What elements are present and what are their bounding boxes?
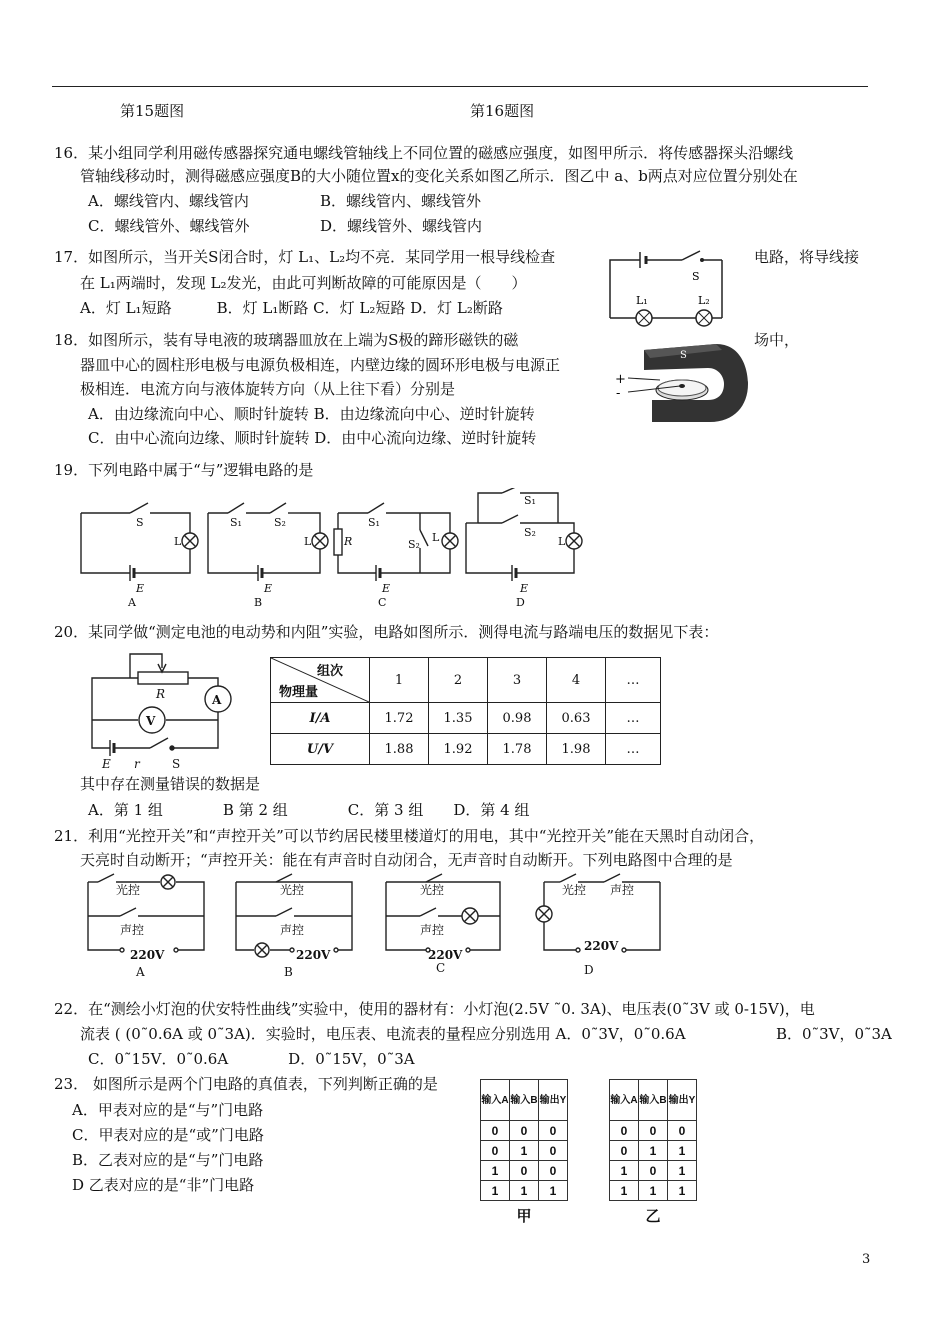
table-cell: 0 [639, 1161, 668, 1181]
table-row [481, 1141, 568, 1161]
truth-table-yi [609, 1079, 697, 1226]
C-s1-label: S₁ [368, 516, 380, 529]
D-lamp-label: L [558, 535, 566, 548]
table-cell: 1.88 [370, 734, 429, 765]
table-row [610, 1141, 697, 1161]
q16-optC: C．螺线管外、螺线管外 [88, 217, 250, 235]
B-sound-label: 声控 [280, 923, 305, 937]
q18-magnet-figure [612, 330, 752, 430]
group-header: 4 [547, 658, 606, 703]
table-cell: 1 [639, 1181, 668, 1201]
caption-fig15: 第15题图 [120, 102, 185, 120]
D-light-label: 光控 [562, 883, 587, 897]
q16-optB: B．螺线管内、螺线管外 [320, 192, 482, 210]
B-lamp-label: L [304, 535, 312, 548]
col-header: 输出Y [539, 1080, 568, 1121]
table-cell: … [606, 703, 661, 734]
table-cell: 0 [510, 1121, 539, 1141]
lamp-l2-icon [696, 310, 712, 326]
q17-line2: 在 L₁两端时，发现 L₂发光，由此可判断故障的可能原因是（ ） [80, 274, 527, 292]
table-cell: 0 [539, 1121, 568, 1141]
table-cell: 0 [610, 1141, 639, 1161]
table-cell: 0 [481, 1121, 510, 1141]
internal-r-label: r [134, 757, 140, 771]
col-header: 输入A [610, 1080, 639, 1121]
table-row [271, 703, 661, 734]
switch-label: S [692, 270, 700, 283]
minus-terminal: - [616, 386, 621, 401]
switch-label: S [172, 757, 181, 771]
table-jia-label: 甲 [516, 1207, 532, 1225]
table-cell: 1.72 [370, 703, 429, 734]
caption-fig16: 第16题图 [470, 102, 535, 120]
q19-circuits-figure [78, 488, 608, 610]
l2-label: L₂ [698, 294, 710, 307]
table-row [481, 1121, 568, 1141]
table-row [610, 1181, 697, 1201]
q21-circuits-figure [80, 868, 670, 978]
C-s2-label: S₂ [408, 538, 420, 551]
group-header: … [606, 658, 661, 703]
A-lamp-label: L [174, 535, 182, 548]
q16-line1: 16．某小组同学利用磁传感器探究通电螺线管轴线上不同位置的磁感应强度，如图甲所示．将传感器探头沿螺线 [54, 144, 794, 162]
q16-optD: D．螺线管外、螺线管内 [320, 217, 483, 235]
table-cell: 1 [668, 1141, 697, 1161]
table-cell: 1.35 [429, 703, 488, 734]
voltmeter-label: V [146, 714, 156, 728]
option-D-label: D [516, 596, 525, 609]
q20-circuit-figure [86, 648, 246, 773]
diag-bottom-label: 物理量 [279, 685, 319, 700]
q17-options: A．灯 L₁短路 B．灯 L₁断路 C．灯 L₂短路 D．灯 L₂断路 [80, 299, 503, 317]
table-cell: 1 [481, 1161, 510, 1181]
table-cell: 1 [668, 1161, 697, 1181]
q18-line1a: 18．如图所示，装有导电液的玻璃器皿放在上端为S极的蹄形磁铁的磁 [54, 331, 519, 349]
q16-optA: A．螺线管内、螺线管内 [88, 192, 249, 210]
switch-s [682, 251, 700, 260]
q18-line1b: 场中， [754, 331, 800, 349]
row-label: U/V [271, 734, 370, 765]
table-cell: 1.92 [429, 734, 488, 765]
q22-line3: C．0˜15V．0˜0.6A D．0˜15V，0˜3A [88, 1050, 415, 1068]
q17-circuit-figure [600, 246, 730, 336]
A-emf-label: E [136, 582, 145, 595]
table-cell: 1 [510, 1141, 539, 1161]
table-cell: 1 [668, 1181, 697, 1201]
table-cell: 1 [610, 1161, 639, 1181]
table-cell: 0 [610, 1121, 639, 1141]
C-sound-label: 声控 [420, 923, 445, 937]
table-cell: 1 [610, 1181, 639, 1201]
D-s2-label: S₂ [524, 526, 536, 539]
table-cell: 1.98 [547, 734, 606, 765]
table-cell: 0.98 [488, 703, 547, 734]
group-header: 1 [370, 658, 429, 703]
A-switch-label: S [136, 516, 144, 529]
table-yi-label: 乙 [645, 1207, 661, 1225]
q18-optCD: C．由中心流向边缘、顺时针旋转 D．由中心流向边缘、逆时针旋转 [88, 429, 537, 447]
magnet-pole-s: S [680, 350, 687, 361]
top-rule [52, 86, 868, 87]
plus-terminal: + [615, 372, 626, 387]
D-s1-label: S₁ [524, 494, 536, 507]
table-cell: 1.78 [488, 734, 547, 765]
q21-line1: 21．利用“光控开关”和“声控开关”可以节约居民楼里楼道灯的用电，其中“光控开关”能在天黑时自动闭合， [54, 827, 765, 845]
table-diagonal-header [271, 658, 370, 703]
truth-table-jia [480, 1079, 568, 1226]
col-header: 输入B [510, 1080, 539, 1121]
table-row [271, 734, 661, 765]
table-cell: 1 [639, 1141, 668, 1161]
emf-label: E [102, 757, 111, 771]
q20-sub: 其中存在测量错误的数据是 [80, 775, 261, 793]
A-voltage-label: 220V [130, 948, 165, 962]
q18-line2: 器皿中心的圆柱形电极与电源负极相连，内壁边缘的圆环形电极与电源正 [80, 356, 561, 374]
B-light-label: 光控 [280, 883, 305, 897]
col-header: 输入B [639, 1080, 668, 1121]
q22-line2a: 流表 ( (0˜0.6A 或 0˜3A)．实验时，电压表、电流表的量程应分别选用 A．0˜3V，0˜0.6A [80, 1025, 686, 1043]
option-A-label: A [136, 965, 145, 978]
table-cell: 0 [639, 1121, 668, 1141]
B-voltage-label: 220V [296, 948, 331, 962]
diag-top-label: 组次 [316, 664, 343, 679]
q17-line1a: 17．如图所示，当开关S闭合时，灯 L₁、L₂均不亮．某同学用一根导线检查 [54, 248, 556, 266]
lamp-l1-icon [636, 310, 652, 326]
table-row [610, 1161, 697, 1181]
A-sound-label: 声控 [120, 923, 145, 937]
table-cell: 0 [510, 1161, 539, 1181]
page-number: 3 [862, 1252, 871, 1267]
option-B-label: B [254, 596, 263, 609]
A-light-label: 光控 [116, 883, 141, 897]
table-cell: 0 [481, 1141, 510, 1161]
table-cell: 0 [668, 1121, 697, 1141]
q20-stem: 20．某同学做“测定电池的电动势和内阻”实验，电路如图所示．测得电流与路端电压的数据见下表： [54, 623, 719, 641]
q18-line3: 极相连．电流方向与液体旋转方向（从上往下看）分别是 [80, 380, 456, 398]
table-cell: 1 [539, 1181, 568, 1201]
table-cell: 1 [481, 1181, 510, 1201]
q16-line2: 管轴线移动时，测得磁感应强度B的大小随位置x的变化关系如图乙所示．图乙中 a、b两点对应位置分别处在 [80, 167, 798, 185]
ammeter-label: A [212, 693, 222, 707]
q21-line2: 天亮时自动断开；“声控开关：能在有声音时自动闭合，无声音时自动断开。下列电路图中合理的是 [80, 851, 733, 869]
table-row [481, 1181, 568, 1201]
D-voltage-label: 220V [584, 939, 619, 953]
group-header: 2 [429, 658, 488, 703]
q23-optB: B．乙表对应的是“与”门电路 [72, 1151, 264, 1169]
C-lamp-label: L [432, 531, 440, 544]
table-row [610, 1121, 697, 1141]
table-cell: 0 [539, 1161, 568, 1181]
col-header: 输出Y [668, 1080, 697, 1121]
C-voltage-label: 220V [428, 948, 463, 962]
q17-line1b: 电路，将导线接 [754, 248, 860, 266]
q20-options: A．第 1 组 B 第 2 组 C．第 3 组 D．第 4 组 [88, 801, 530, 819]
q22-line1: 22．在“测绘小灯泡的伏安特性曲线”实验中，使用的器材有：小灯泡(2.5V ˜0. 3A)、电压表(0˜3V 或 0-15V)，电 [54, 1000, 815, 1018]
option-B-label: B [284, 965, 293, 978]
q23-optA: A．甲表对应的是“与”门电路 [72, 1101, 264, 1119]
table-cell: … [606, 734, 661, 765]
table-cell: 1 [510, 1181, 539, 1201]
D-emf-label: E [520, 582, 529, 595]
q18-optAB: A．由边缘流向中心、顺时针旋转 B．由边缘流向中心、逆时针旋转 [88, 405, 535, 423]
B-s1-label: S₁ [230, 516, 242, 529]
option-C-label: C [378, 596, 387, 609]
D-sound-label: 声控 [610, 883, 635, 897]
row-label: I/A [271, 703, 370, 734]
B-emf-label: E [264, 582, 273, 595]
q19-stem: 19．下列电路中属于“与”逻辑电路的是 [54, 461, 314, 479]
group-header: 3 [488, 658, 547, 703]
table-cell: 0 [539, 1141, 568, 1161]
q23-optD: D 乙表对应的是“非”门电路 [72, 1176, 255, 1194]
table-cell: 0.63 [547, 703, 606, 734]
option-A-label: A [128, 596, 136, 609]
q20-data-table [270, 657, 661, 765]
col-header: 输入A [481, 1080, 510, 1121]
q23-optC: C．甲表对应的是“或”门电路 [72, 1126, 264, 1144]
l1-label: L₁ [636, 294, 648, 307]
option-D-label: D [584, 963, 594, 977]
C-light-label: 光控 [420, 883, 445, 897]
rheostat-label: R [156, 687, 166, 701]
option-C-label: C [436, 961, 446, 975]
C-emf-label: E [382, 582, 391, 595]
B-s2-label: S₂ [274, 516, 286, 529]
C-resistor-label: R [344, 535, 353, 548]
q22-line2b: B．0˜3V，0˜3A [776, 1025, 892, 1043]
table-row [481, 1161, 568, 1181]
q23-stem: 23． 如图所示是两个门电路的真值表，下列判断正确的是 [54, 1075, 438, 1093]
